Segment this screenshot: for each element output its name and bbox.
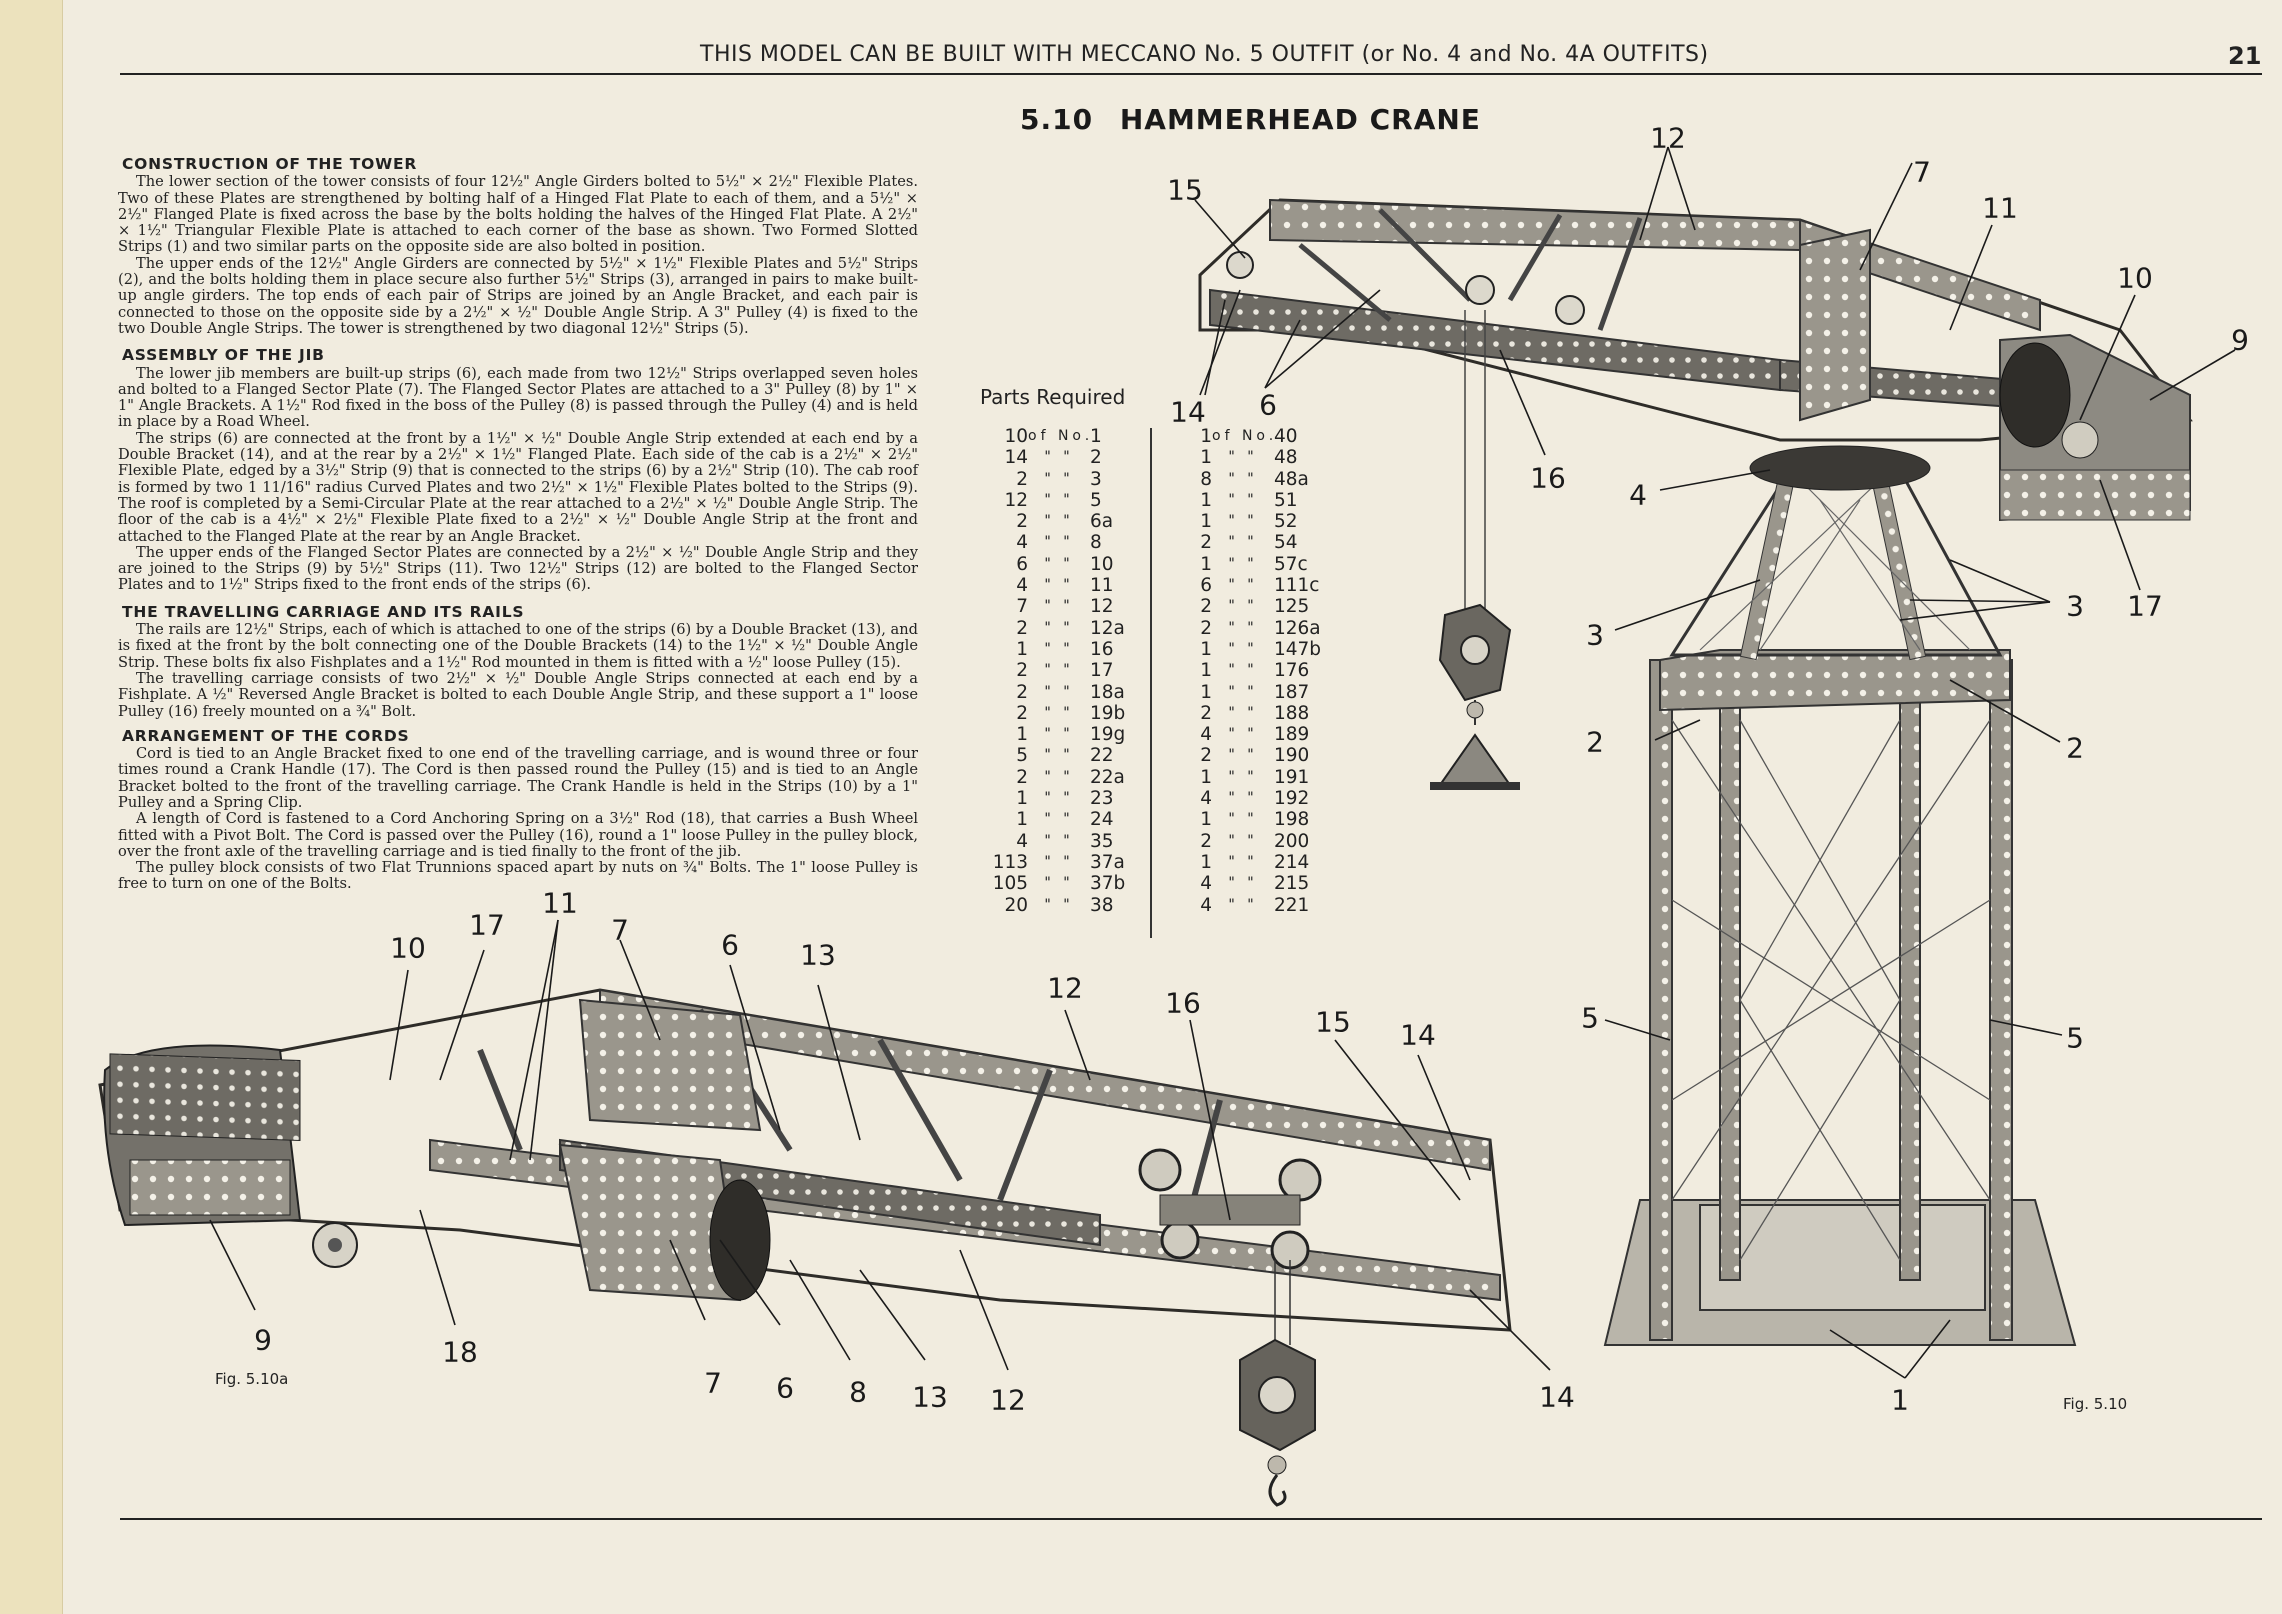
callout-12: 12	[1650, 121, 1686, 155]
parts-number: 38	[1090, 894, 1114, 916]
parts-number: 6a	[1090, 511, 1114, 533]
parts-number: 51	[1274, 489, 1298, 511]
parts-ditto: " "	[1228, 470, 1258, 487]
parts-qty: 1	[1200, 809, 1212, 831]
section-heading: THE TRAVELLING CARRIAGE AND ITS RAILS	[122, 602, 525, 621]
parts-ditto: " "	[1228, 768, 1258, 785]
parts-number: 17	[1090, 660, 1114, 682]
parts-qty: 1	[1016, 809, 1028, 831]
parts-ditto: " "	[1044, 534, 1074, 551]
callout-15: 15	[1167, 173, 1203, 207]
callout-10: 10	[390, 931, 426, 965]
parts-qty: 4	[1200, 724, 1212, 746]
callout-12: 12	[1047, 971, 1083, 1005]
parts-number: 22	[1090, 745, 1114, 767]
parts-number: 126a	[1274, 617, 1321, 639]
parts-number: 11	[1090, 575, 1114, 597]
callout-7: 7	[704, 1366, 722, 1400]
parts-number: 23	[1090, 788, 1114, 810]
parts-ditto: " "	[1044, 683, 1074, 700]
figure-caption-jib: Fig. 5.10a	[215, 1370, 289, 1388]
parts-qty: 1	[1200, 489, 1212, 511]
parts-qty: 10	[1004, 426, 1028, 447]
callout-1: 1	[1891, 1383, 1909, 1417]
callout-6: 6	[776, 1371, 794, 1405]
parts-qty: 1	[1200, 426, 1212, 447]
callout-6: 6	[1259, 388, 1277, 422]
parts-ditto: " "	[1044, 513, 1074, 530]
callout-3-left: 3	[1586, 618, 1604, 652]
parts-qty: 2	[1200, 745, 1212, 767]
parts-ditto: " "	[1228, 662, 1258, 679]
callout-11: 11	[542, 886, 578, 920]
parts-qty: 4	[1016, 532, 1028, 554]
parts-qty: 2	[1200, 830, 1212, 852]
parts-qty: 5	[1016, 745, 1028, 767]
parts-ditto: " "	[1044, 491, 1074, 508]
parts-number: 200	[1274, 830, 1310, 852]
parts-qty: 1	[1200, 447, 1212, 469]
footer-rule	[120, 1518, 2262, 1520]
parts-ditto: " "	[1228, 513, 1258, 530]
parts-number: 215	[1274, 873, 1310, 895]
callout-8: 8	[849, 1375, 867, 1409]
parts-number: 19g	[1090, 724, 1126, 746]
parts-qty: 1	[1200, 638, 1212, 660]
parts-qty: 6	[1016, 553, 1028, 575]
parts-ditto: " "	[1228, 747, 1258, 764]
parts-ditto: " "	[1228, 577, 1258, 594]
parts-ditto: " "	[1044, 662, 1074, 679]
parts-number: 16	[1090, 638, 1114, 660]
parts-qty: 12	[1004, 489, 1028, 511]
parts-qty: 2	[1016, 468, 1028, 490]
parts-qty: 4	[1200, 873, 1212, 895]
parts-number: 10	[1090, 553, 1114, 575]
callout-5-left: 5	[1581, 1001, 1599, 1035]
paragraph: The pulley block consists of two Flat Trunnions spaced apart by nuts on ¾" Bolts. The 1" loose Pulley is free to turn on one of the Bolts.	[118, 859, 918, 893]
callout-7: 7	[611, 913, 629, 947]
paragraph: The travelling carriage consists of two 2½" × ½" Double Angle Strips connected at each end by a Fishplate. A ½" Reversed Angle Bracket is bolted to each Double Angle Strip, and these support a 1" loose Pulley (16) freely mounted on a ¾" Bolt.	[118, 669, 918, 720]
parts-ditto: " "	[1044, 747, 1074, 764]
paragraph: The lower jib members are built-up strips (6), each made from two 12½" Strips overlapped seven holes and bolted to a Flanged Sector Plate (7). The Flanged Sector Plates are attached to a 3" Pulley (8) by 1" × 1" Angle Brackets. A 1½" Rod fixed in the boss of the Pulley (8) is passed through the Pulley (4) and is held in place by a Road Wheel.	[118, 364, 918, 431]
parts-ditto: " "	[1044, 790, 1074, 807]
parts-ditto: " "	[1228, 811, 1258, 828]
callout-16: 16	[1530, 461, 1566, 495]
parts-ditto: " "	[1044, 577, 1074, 594]
parts-number: 52	[1274, 511, 1298, 533]
callout-15: 15	[1315, 1005, 1351, 1039]
parts-qty: 8	[1200, 468, 1212, 490]
parts-qty: 1	[1016, 724, 1028, 746]
parts-ditto: " "	[1228, 704, 1258, 721]
section-heading: ASSEMBLY OF THE JIB	[122, 346, 325, 365]
parts-number: 1	[1090, 426, 1102, 447]
parts-ditto: " "	[1228, 726, 1258, 743]
parts-qty: 105	[992, 873, 1028, 895]
crane-tower	[1605, 446, 2075, 1345]
parts-ditto: " "	[1044, 811, 1074, 828]
parts-qty: 1	[1200, 851, 1212, 873]
parts-ditto: " "	[1044, 832, 1074, 849]
parts-heading: Parts Required	[980, 385, 1126, 409]
parts-ditto: " "	[1044, 619, 1074, 636]
parts-ditto: " "	[1044, 449, 1074, 466]
figure-caption-main: Fig. 5.10	[2063, 1395, 2128, 1413]
callout-16: 16	[1165, 986, 1201, 1020]
parts-number: 221	[1274, 894, 1310, 916]
model-name: HAMMERHEAD CRANE	[1119, 103, 1481, 136]
parts-number: 147b	[1274, 638, 1322, 660]
parts-qty: 2	[1016, 511, 1028, 533]
callout-17: 17	[469, 908, 505, 942]
parts-ditto: " "	[1044, 555, 1074, 572]
paragraph: The rails are 12½" Strips, each of which is attached to one of the strips (6) by a Double Bracket (13), and is fixed at the front by the bolt connecting one of the Double Brackets (14) to the 1½" × ½" Double Angle Strip. These bolts fix also Fishplates and a 1½" Rod mounted in them is fitted with a ½" loose Pulley (15).	[118, 621, 918, 671]
parts-ditto: " "	[1228, 683, 1258, 700]
crane-jib	[1200, 200, 2190, 520]
paragraph: The lower section of the tower consists of four 12½" Angle Girders bolted to 5½" × 2½" Flexible Plates. Two of these Plates are strengthened by bolting half of a Hinged Flat Plate to each of them, and a 5½" × 2½" Flanged Plate is fixed across the base by the bolts holding the halves of the Hinged Flat Plate. A 2½" × 1½" Triangular Flexible Plate is attached to each corner of the base as shown. Two Formed Slotted Strips (1) and two similar parts on the opposite side are also bolted in position.	[118, 173, 918, 256]
parts-number: 2	[1090, 447, 1102, 469]
parts-qty: 2	[1200, 702, 1212, 724]
parts-ditto: " "	[1228, 491, 1258, 508]
parts-number: 24	[1090, 809, 1114, 831]
parts-qty: 14	[1004, 447, 1028, 469]
callout-14: 14	[1539, 1380, 1575, 1414]
parts-qty: 1	[1200, 681, 1212, 703]
callout-7: 7	[1913, 155, 1931, 189]
callout-14: 14	[1400, 1018, 1436, 1052]
parts-number: 12	[1090, 596, 1114, 618]
parts-ditto: " "	[1044, 875, 1074, 892]
parts-qty: 6	[1200, 575, 1212, 597]
parts-ditto: " "	[1228, 555, 1258, 572]
leader-lines	[210, 147, 2235, 1378]
parts-qty: 2	[1200, 596, 1212, 618]
parts-number: 190	[1274, 745, 1310, 767]
parts-ditto: " "	[1044, 896, 1074, 913]
parts-number: 48	[1274, 447, 1298, 469]
parts-number: 176	[1274, 660, 1310, 682]
callout-18: 18	[442, 1335, 478, 1369]
parts-qty: 4	[1016, 830, 1028, 852]
parts-qty: 2	[1016, 702, 1028, 724]
parts-ditto: " "	[1044, 726, 1074, 743]
callout-3-right: 3	[2066, 589, 2084, 623]
parts-number: 19b	[1090, 702, 1126, 724]
parts-qty: 1	[1200, 511, 1212, 533]
parts-ditto: " "	[1228, 619, 1258, 636]
callout-11: 11	[1982, 191, 2018, 225]
parts-number: 37b	[1090, 873, 1126, 895]
callout-2-left: 2	[1586, 725, 1604, 759]
jib-detail	[100, 990, 1510, 1505]
parts-qty: 1	[1016, 638, 1028, 660]
hook-block	[1430, 310, 1520, 790]
parts-ditto: " "	[1044, 853, 1074, 870]
callout-4: 4	[1629, 478, 1647, 512]
parts-ditto: " "	[1228, 790, 1258, 807]
parts-ditto: " "	[1044, 640, 1074, 657]
parts-number: 5	[1090, 489, 1102, 511]
parts-number: 12a	[1090, 617, 1125, 639]
parts-number: 8	[1090, 532, 1102, 554]
parts-qty: 20	[1004, 894, 1028, 916]
parts-ditto: " "	[1228, 449, 1258, 466]
parts-ditto: " "	[1228, 853, 1258, 870]
parts-qty: 2	[1016, 766, 1028, 788]
parts-ditto: " "	[1044, 704, 1074, 721]
callout-9: 9	[2231, 323, 2249, 357]
parts-qty: 113	[992, 851, 1028, 873]
parts-number: 3	[1090, 468, 1102, 490]
callout-9: 9	[254, 1323, 272, 1357]
parts-qty: 2	[1016, 681, 1028, 703]
parts-number: 48a	[1274, 468, 1309, 490]
parts-number: 22a	[1090, 766, 1125, 788]
parts-qty: 1	[1200, 766, 1212, 788]
callout-13: 13	[912, 1380, 948, 1414]
callout-13: 13	[800, 938, 836, 972]
parts-qty: 4	[1200, 788, 1212, 810]
callout-10: 10	[2117, 261, 2153, 295]
parts-number: 187	[1274, 681, 1310, 703]
parts-qty: 1	[1200, 553, 1212, 575]
parts-number: 18a	[1090, 681, 1125, 703]
parts-ditto: " "	[1228, 832, 1258, 849]
parts-qty: 4	[1016, 575, 1028, 597]
section-heading: CONSTRUCTION OF THE TOWER	[122, 155, 418, 173]
callout-6: 6	[721, 928, 739, 962]
paragraph: The strips (6) are connected at the front by a 1½" × ½" Double Angle Strip extended at each end by a Double Bracket (14), and at the rear by a 2½" × 1½" Flanged Plate. Each side of the cab is a 2½" × 2½" Flexible Plate, edged by a 3½" Strip (9) that is connected to the strips (6) by a 2½" Strip (10). The cab roof is formed by two 1 11/16" radius Curved Plates and two 2½" × 1½" Flexible Plates bolted to the Strips (9). The roof is completed by a Semi-Circular Plate at the rear attached to a 2½" × ½" Double Angle Strip. The floor of the cab is a 4½" × 2½" Flexible Plate fixed to a 2½" × ½" Double Angle Strip at the front and attached to the Flanged Plate at the rear by an Angle Bracket.	[118, 429, 918, 545]
parts-ditto: " "	[1228, 534, 1258, 551]
parts-number: 37a	[1090, 851, 1125, 873]
paragraph: The upper ends of the Flanged Sector Plates are connected by a 2½" × ½" Double Angle Strip and they are joined to the Strips (9) by 5½" Strips (11). Two 12½" Strips (12) are bolted to the Flanged Sector Plates and to 1½" Strips fixed to the front ends of the strips (6).	[118, 543, 918, 594]
parts-number: 198	[1274, 809, 1310, 831]
parts-ditto: " "	[1228, 640, 1258, 657]
parts-ditto: " "	[1228, 875, 1258, 892]
callout-12: 12	[990, 1383, 1026, 1417]
parts-ditto: " "	[1044, 768, 1074, 785]
page-header: THIS MODEL CAN BE BUILT WITH MECCANO No. 5 OUTFIT (or No. 4 and No. 4A OUTFITS)	[700, 42, 1709, 67]
model-number: 5.10	[1020, 103, 1094, 136]
parts-qty: 2	[1016, 660, 1028, 682]
callout-14: 14	[1170, 395, 1206, 429]
paragraph: The upper ends of the 12½" Angle Girders are connected by 5½" × 1½" Flexible Plates and 5½" Strips (2), and the bolts holding them in place secure also further 5½" Strips (3), arranged in pairs to make built-up angle girders. The top ends of each pair of Strips are joined by an Angle Bracket, and each pair is connected to those on the opposite side by a 2½" × ½" Double Angle Strip. A 3" Pulley (4) is fixed to the two Double Angle Strips. The tower is strengthened by two diagonal 12½" Strips (5).	[118, 254, 918, 337]
parts-qty: 2	[1016, 617, 1028, 639]
callout-2-right: 2	[2066, 731, 2084, 765]
parts-qty: 2	[1200, 532, 1212, 554]
parts-number: 40	[1274, 426, 1298, 447]
parts-ditto: of No.	[1028, 428, 1094, 444]
paragraph: A length of Cord is fastened to a Cord Anchoring Spring on a 3½" Rod (18), that carries a Bush Wheel fitted with a Pivot Bolt. The Cord is passed over the Pulley (16), round a 1" loose Pulley in the pulley block, over the front axle of the travelling carriage and is tied finally to the front of the jib.	[118, 810, 918, 860]
parts-ditto: " "	[1228, 896, 1258, 913]
page-number: 21	[2228, 42, 2262, 70]
parts-ditto: " "	[1228, 598, 1258, 615]
paragraph: Cord is tied to an Angle Bracket fixed to one end of the travelling carriage, and is wound three or four times round a Crank Handle (17). The Cord is then passed round the Pulley (15) and is tied to an Angle Bracket bolted to the front of the travelling carriage. The Crank Handle is held in the Strips (10) by a 1" Pulley and a Spring Clip.	[118, 745, 918, 811]
section-heading: ARRANGEMENT OF THE CORDS	[122, 726, 410, 745]
parts-number: 189	[1274, 724, 1310, 746]
parts-qty: 2	[1200, 617, 1212, 639]
callout-5-right: 5	[2066, 1021, 2084, 1055]
parts-qty: 7	[1016, 596, 1028, 618]
parts-ditto: " "	[1044, 598, 1074, 615]
parts-number: 188	[1274, 702, 1310, 724]
parts-number: 191	[1274, 766, 1310, 788]
parts-ditto: of No.	[1212, 428, 1278, 444]
parts-number: 54	[1274, 532, 1298, 554]
parts-number: 57c	[1274, 553, 1308, 575]
parts-number: 35	[1090, 830, 1114, 852]
parts-number: 192	[1274, 788, 1310, 810]
parts-qty: 1	[1200, 660, 1212, 682]
parts-number: 111c	[1274, 575, 1320, 597]
parts-number: 125	[1274, 596, 1310, 618]
callout-17: 17	[2127, 589, 2163, 623]
parts-number: 214	[1274, 851, 1310, 873]
parts-qty: 4	[1200, 894, 1212, 916]
parts-qty: 1	[1016, 788, 1028, 810]
parts-ditto: " "	[1044, 470, 1074, 487]
